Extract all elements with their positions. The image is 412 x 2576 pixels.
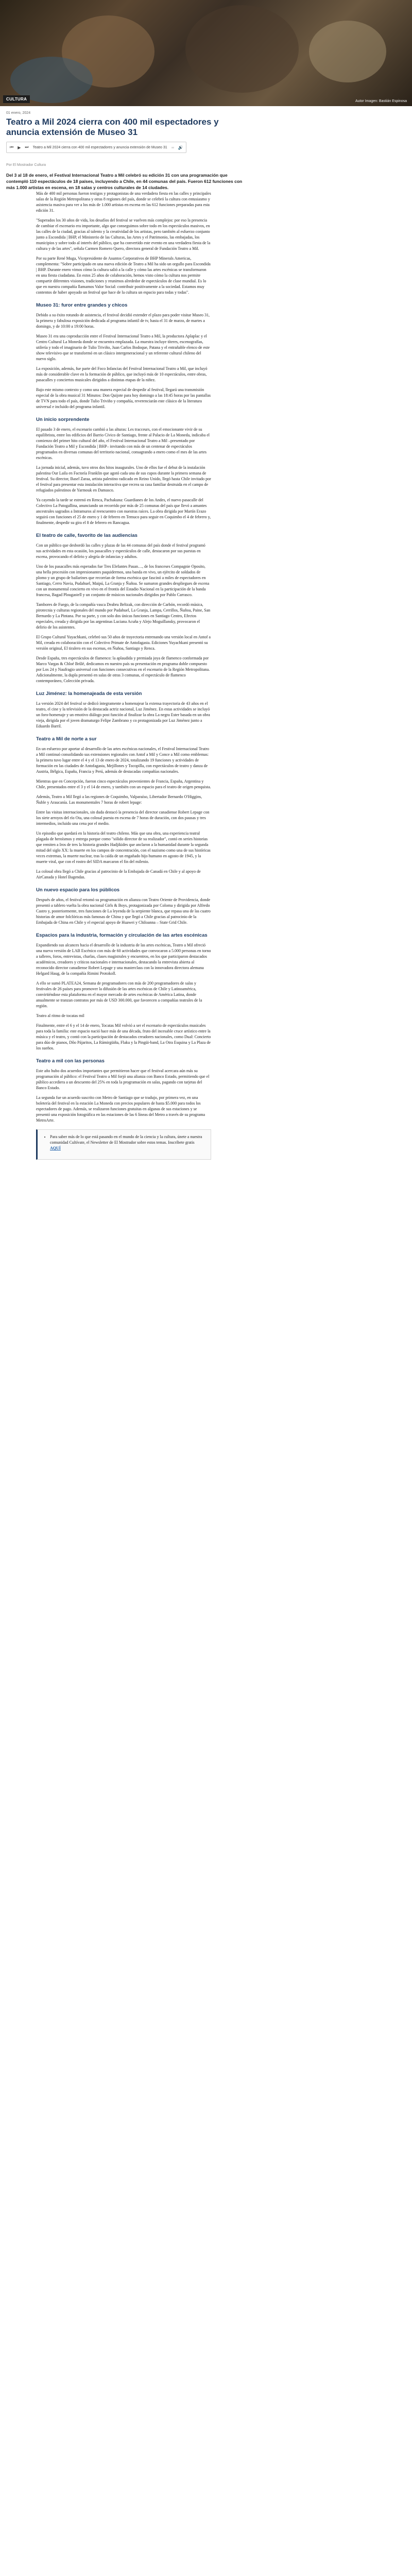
- body-paragraph: La exposición, además, fue parte del Foco Infancias del Festival Internacional Teatro a Mil, que incluyó más de considerable clave en la formación de público, que incluyó más de 10 espectáculos, entre obras, pasacalles y conciertos musicales dirigidos a distintas etapas de la niñez.: [36, 366, 208, 382]
- body-paragraph: Museo 31 era una coproducción entre el Festival Internacional Teatro a Mil, la productora Aplaplac y el Centro Cultural La Moneda donde se encuentra emplazada. La muestra incluye títeres, escenografías, utilería y todo el imaginario de Tulio Triviño, Juan Carlos Bodoque, Patana y el entrañable elenco de este show televisivo que se transformó en un clásico intergeneracional y un referente cultural chileno del nuevo siglo.: [36, 334, 210, 361]
- rewind-icon[interactable]: ⏮: [10, 145, 14, 149]
- body-paragraph: Expandiendo sus alcances hacia el desarrollo de la industria de las artes escénicas, Teatro a Mil ofreció una nueva versión de LAB Escénico con más de 60 actividades que convocaron a 5.000 personas en torno a talleres, foros, entrevistas, charlas, clases magistrales y encuentros, en los que participaron destacados académicos, creadores y críticos nacionales e internacionales, destacando la entrevista abierta al reconocido director canadiense Robert Lepage y una masterclass con la innovadora directora alemana Helgard Haug, de la compañía Rimini Protokoll.: [36, 943, 211, 976]
- body-paragraph: El pasado 3 de enero, el escenario cambió a las alturas: Les tracceurs, con el emocionante vivir de su equilibrista, entre los edificios del Barrio Cívico de Santiago, frente al Palacio de La Moneda, indicaba el comienzo del primer hito cultural del año, el Festival Internacional Teatro a Mil –presentado por Fundación Teatro a Mil y Escondida | BHP– invitando con más de un centenar de espectáculos programados en diversas comunas del territorio nacional, consagrando a enero como el mes de las artes escénicas.: [36, 427, 210, 460]
- article-lead: Del 3 al 18 de enero, el Festival Internacional Teatro a Mil celebró su edición 31 con una programación que contempló 110 espectáculos de 18 países, incluyendo a Chile, en 44 comunas del país. Fueron 612 funciones con más 1.000 artistas en escena, en 18 salas y centros culturales de 14 ciudades.: [6, 173, 243, 190]
- article-body: [36, 191, 211, 1160]
- article-author: Por El Mostrador Cultura: [6, 163, 46, 167]
- audio-player: [6, 142, 186, 153]
- play-icon[interactable]: ▶: [18, 145, 21, 150]
- body-paragraph: Este año hubo dos acuerdos importantes que permitieron hacer que el festival acercara aún más su programación al público: el Festival Teatro a Mil forjó una alianza con Banco Estado, permitiendo que el público accediera a un descuento del 25% en toda la programación en salas, pagando con tarjetas del Banco Estado.: [36, 1069, 210, 1090]
- body-paragraph: La jornada inicial, además, tuvo otros dos hitos inaugurales. Uno de ellos fue el debut de la instalación palestina Our Laila en Factoría Franklin que agotó cada una de sus cupos durante la primera semana de festival. Su director, Basel Zaraa, artista palestino radicado en Reino Unido, llegó hasta Chile invitado por el festival para presentar esta instalación interactiva que recrea su casa familiar destruida en el campo de refugiados palestinos de Yarmouk en Damasco.: [36, 465, 211, 493]
- body-paragraph: Uno de los pasacalles más esperados fue Tres Elefantes Pasan…, de los franceses Compagnie Oposito, una bella procesión con impresionantes paquidermos, una banda en vivo, un ejército de soldados de plomo y un grupo de bailarines que recorrían de forma escénica que fascinó a miles de espectadores en Santiago, Cerro Navia, Pudahuel, Maipú, La Granja y Ñuñoa. Se sumaron grandes despliegues de escena con un monumental concierto en vivo en el frontis del Estadio Nacional en la participación de la banda francesa, Bagad Plougastell y un conjunto de músicos nacionales dirigidos por Pablo Carrasco.: [36, 564, 210, 597]
- category-badge[interactable]: CULTURA: [3, 95, 30, 103]
- section-heading: Luz Jiménez: la homenajeada de esta versión: [36, 691, 142, 697]
- body-paragraph: Mientras que en Concepción, fueron cinco espectáculos provenientes de Francia, España, Argentina y Chile, presentados entre el 3 y el 14 de enero, y también con un espacio para el teatro de origen penquista.: [36, 779, 211, 789]
- body-paragraph: Teatro al ritmo de tocatas mil: [36, 1013, 84, 1018]
- section-heading: Un nuevo espacio para los públicos: [36, 887, 120, 893]
- newsletter-text: Para saber más de lo que está pasando en el mundo de la ciencia y la cultura, únete a nuestra comunidad Cultívate, el Newsletter de El Mostrador sobre estos temas. Inscríbete gratis: [50, 1134, 202, 1145]
- image-credit: Autor Imagen: Bastián Espinosa: [355, 99, 407, 103]
- body-paragraph: Entre las visitas internacionales, sin duda destacó la presencia del director canadiense Robert Lepage con los siete arroyos del río Ota, una colosal puesta en escena de 7 horas de duración, con dos pausas y tres intermedios, incluido una cena por el medio.: [36, 810, 210, 826]
- body-paragraph: La segunda fue un acuerdo suscrito con Metro de Santiago que se tradujo, por primera vez, en una boletería del festival en la estación La Moneda con precios populares de hasta $5.000 para todos los espectadores de pago. Además, se realizaron funciones gratuitas en algunas de sus estaciones y se presentó una exposición fotográfica en las estaciones de las 6 líneas del Metro a través de su programa MetroArte.: [36, 1095, 205, 1123]
- newsletter-link[interactable]: AQUÍ: [50, 1146, 61, 1150]
- hero-shape: [185, 5, 299, 93]
- section-heading: Teatro a mil con las personas: [36, 1058, 105, 1064]
- body-paragraph: La versión 2024 del festival se dedicó íntegramente a homenajear la extensa trayectoria de 43 años en el teatro, el cine y la televisión de la destacada actriz nacional, Luz Jiménez. En estas actividades se incluyó un foro-homenaje y un emotivo diálogo post función al finalizar la obra La negra Ester basada en un obra vieja, dirigida por el joven dramaturgo Felipe Zambrano y co protagonizada por Luz Jiménez junto a Eduardo Barril.: [36, 701, 210, 728]
- volume-icon[interactable]: 🔊: [178, 145, 183, 150]
- body-paragraph: La colosal obra llegó a Chile gracias al patrocinio de la Embajada de Canadá en Chile y al apoyo de AirCanada y Hotel Bagendas.: [36, 869, 201, 879]
- publish-date: 01 enero, 2024: [6, 111, 31, 115]
- player-progress-bar[interactable]: [171, 147, 174, 148]
- section-heading: Museo 31: furor entre grandes y chicos: [36, 302, 128, 308]
- section-heading: Teatro a Mil de norte a sur: [36, 736, 97, 742]
- hero-shape: [309, 21, 386, 82]
- hero-image: [0, 0, 412, 106]
- forward-icon[interactable]: ⏭: [25, 145, 29, 149]
- section-heading: Espacios para la industria, formación y circulación de las artes escénicas: [36, 933, 208, 938]
- article-title: Teatro a Mil 2024 cierra con 400 mil espectadores y anuncia extensión de Museo 31: [6, 117, 219, 137]
- body-paragraph: Finalmente, entre el 6 y el 14 de enero, Tocatas Mil volvió a ser el escenario de espectáculos musicales para toda la familia: este espacio nació hace más de una década, fruto del incesable cruce artístico entre la música y el teatro, y contó con la participación de destacados creadores nacionales, como Dual: Concierto para dúo de pianos, Dôo Pájaritos, La Rámirgüiña, Flaku y la Pingüi-band, La Otra Esquina y La Plaza de los sueños.: [36, 1023, 211, 1050]
- newsletter-note: [36, 1129, 211, 1160]
- body-paragraph: Además, Teatro a Mil llegó a las regiones de Coquimbo, Valparaíso, Libertador Bernardo O'Higgins, Ñuble y Araucanía. Las monumentales 7 horas de robert lepage:: [36, 794, 202, 805]
- section-heading: Un inicio sorprendente: [36, 417, 90, 422]
- body-paragraph: Por su parte René Muga, Vicepresidente de Asuntos Corporativos de BHP Minerals Americas, complementa: "Sobre participado en una nueva edición de Teatro a Mil ha sido un orgullo para Escondida | BHP. Durante enero vimos cómo la cultura salió a la calle y cómo las artes escénicas se transformaron en una fiesta ciudadana. En estos 25 años de colaboración, hemos visto cómo la cultura nos permite compartir diferentes visiones, tradiciones y reunirnos alrededor de espectáculos de clase mundial. Es lo que en nuestra compañía llamamos Valor Social: contribuir positivamente a la sociedad. Estamos muy contentos de haber apoyado un festival que hace de la cultura un espacio para todas y todas".: [36, 256, 211, 295]
- body-paragraph: El Grupo Cultural Yuyachkani, celebró sus 50 años de trayectoria entrenando una versión local en Antof a Mil, creada en colaboración con el Colectivo Primate de Antofagasta. Ediciones Yuyachkani presentó su versión original, El tiralero en sus escenas, en Ñuñoa, Santiago y Renca.: [36, 635, 211, 651]
- body-paragraph: Tambores de Fuego, de la compañía vasca Deabru Beltzak, con dirección de Carbón, recordó música, pirotecnia y culturas regionales del mundo por Pudahuel, La Granja, Lampa, Cerrillos, Ñuñoa, Paine, San Bernardo y La Pintana. Por su parte, y con solo dos únicas funciones en Santiago Centro, Efectos especiales, creada y dirigida por las argentinas Luciana Acuña y Alejo Moguillansky, provocaron el delirio de los asistentes.: [36, 602, 211, 630]
- body-paragraph: En un esfuerzo por aportar al desarrollo de las artes escénicas nacionales, el Festival Internacional Teatro a Mil continuó consolidando sus extensiones regionales con Antof a Mil y Conce a Mil como emblemas: la primera tuvo lugar entre el 4 y el 13 de enero de 2024, totalizando 19 funciones y actividades de formación en las ciudades de Antofagasta, Mejillones y Tocopilla, con espectáculos de teatro y danza de Austria, Bélgica, España, Francia y Perú, además de destacadas compañías nacionales.: [36, 747, 210, 774]
- body-paragraph: A ello se sumó PLATEA24, Semana de programadores con más de 200 programadores de salas y festivales de 26 países para promover la difusión de las artes escénicas de Chile y Latinoamérica, convirtiéndose esta plataforma en el mayor mercado de artes escénicas de América Latina, donde anualmente se tranzan contratos por más de USD 300.000, que favorecen a compañías teatrales de la región.: [36, 981, 202, 1008]
- body-paragraph: Bajo este mismo contexto y como una manera especial de despedir al festival, llegará una transmisión especial de la obra musical 31 Minutos: Don Quijote para hoy domingo a las 18:45 horas por las pantallas de TVN para todo el país, donde Tulio Triviño y compañía, reverenciarán este clásico de la literatura universal e incluido del programa infantil.: [36, 387, 211, 409]
- body-paragraph: Desde España, tres espectáculos de flamenco: la aplaudida y premiada joya de flamenco conformada por Marco Vargas & Chloé Brûlé, dedicamos en nuestro país su presentación en programa doble compuesto por Los 24 y Naufragio universal con funciones consecutivas en el escenario de la Región Metropolitana. Adicionalmente, la dupla presentó en salas de otras 3 comunas, el espectáculo de flamenco contemporáneo, Colección privada.: [36, 656, 210, 683]
- body-paragraph: Después de años, el festival retomó su programación en alianza con Teatro Oriente de Providencia, donde presentó a tablero vuelta la obra nacional Girls & Boys, protagonizada por Coloma y dirigida por Alfredo Castro y, posteriormente, tres funciones de La leyenda de la serpiente blanca, que repasa una de las cuatro historias de amor folclóricas más famosas de China y que llegó a Chile gracias al patrocinio de la Embajada de China en Chile y el especial apoyo de Huawei y Chiloanna – State Grid Chile.: [36, 897, 211, 925]
- player-track-title: Teatro a Mil 2024 cierra con 400 mil espectadores y anuncia extensión de Museo 31: [32, 145, 167, 149]
- section-heading: El teatro de calle, favorito de las audiencias: [36, 533, 138, 538]
- body-paragraph: Con un público que desbordó las calles y plazas de las 44 comunas del país donde el festival programó sus actividades en esta ocasión, los pasacalles y espectáculos de calle, destacaron por sus puestas en escena, provocando el delirio y alegría de infancias y adultos.: [36, 543, 205, 559]
- body-paragraph: Un episodio que quedará en la historia del teatro chileno. Más que una obra, una experiencia teatral plagada de heroísmos y entrega porque como "sólido director de su realizador", contó en series historias que remiten a Iros de tres la historia grandes Hadjikides que anclaron a la humanidad durante la segunda mitad del siglo XX: la muerte en los campos de concentración, con el nazismo como una de sus históricas veces extremas, la muerte nuclear, tras la caída de un engañado hijo humano en agosto de 1945, y la muerte viral, que con el rostro del SIDA marcaron el fin del milenio.: [36, 831, 211, 864]
- body-paragraph: "Superados los 30 años de vida, los desafíos del festival se vuelven más complejos: por eso la presencia de cambiar el escenario era importante, algo que conseguimos sobre todo en los espectáculos masivos, en las calles de la ciudad, gracias al talento y la creatividad de los artistas, pero también al esfuerzo conjunto junto a Escondida | BHP, el Ministerio de las Culturas, las Artes y el Patrimonio, las embajadas, los municipios y sobre todo al interés del público, que ha convertido este evento en una verdadera fiesta de la cultura y de las artes", señala Carmen Romero Quero, directora general de Fundación Teatro a Mil.: [36, 218, 211, 251]
- body-paragraph: Debido a su éxito rotundo de asistencia, el festival decidió extender el plazo para poder visitar Museo 31, la primera y fabulosa exposición dedicada al programa infantil de tv, hasta el 31 de marzo, de martes a domingo, y de 10:00 a 19:00 horas.: [36, 313, 210, 329]
- body-paragraph: Más de 400 mil personas fueron testigos y protagonistas de una verdadera fiesta en las calles y principales salas de la Región Metropolitana y otras 8 regiones del país, donde se celebró la cultura con entusiasmo y asistencia masiva para ver a los más de 1.000 artistas en escena en las 612 funciones preparadas para esta edición 31.: [36, 191, 211, 213]
- body-paragraph: Ya cayendo la tarde se estrenó en Renca, Pachakuna: Guardianes de los Andes, el nuevo pasacalle del Colectivo La Patogallina, anunciando un recorrido por más de 25 comunas del país que llevó a amantes ancestrales sagrados a Intramuros al reencuentro con nuestras raíces. La obra dirigida por Martín Erazo seguirá con funciones el 25 de enero y 1 de febrero en Temuco para seguir en Coquimbo el 4 de febrero y, finalmente, despedir su gira el 8 de febrero en Rancagua.: [36, 498, 211, 525]
